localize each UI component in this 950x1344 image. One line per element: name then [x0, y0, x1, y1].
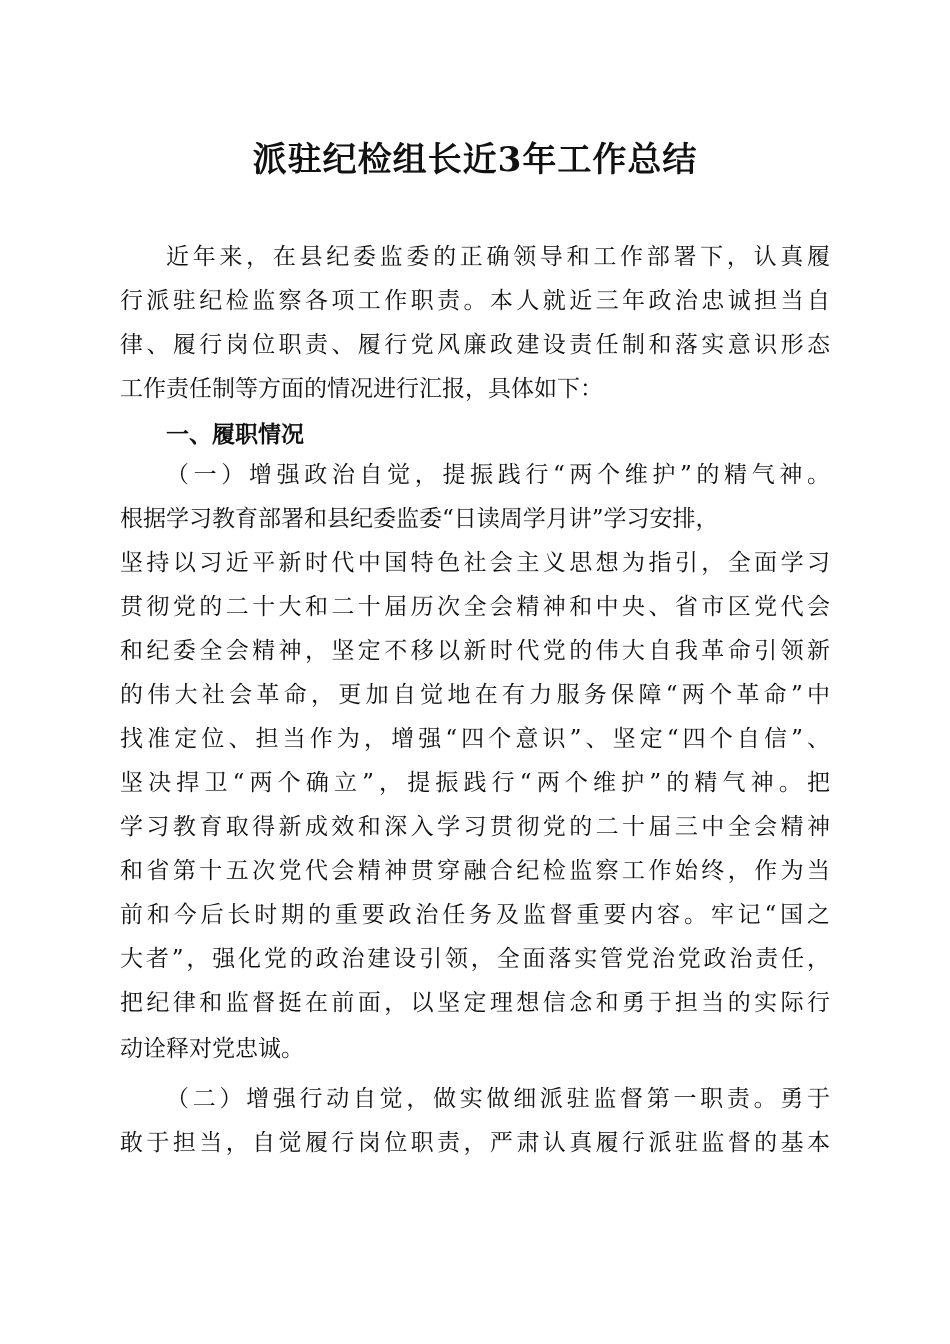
paragraph-line: 的伟大社会革命，更加自觉地在有力服务保障“两个革命”中: [120, 682, 830, 708]
paragraph-line: 根据学习教育部署和县纪委监委“日读周学月讲”学习安排，: [120, 506, 719, 532]
paragraph-line: 和纪委全会精神，坚定不移以新时代党的伟大自我革命引领新: [120, 638, 830, 664]
paragraph-line: 坚决捍卫“两个确立”，提振践行“两个维护”的精气神。把: [120, 770, 830, 796]
paragraph-line: 工作责任制等方面的情况进行汇报，具体如下：: [120, 376, 603, 402]
paragraph-line: （二）增强行动自觉，做实做细派驻监督第一职责。勇于: [166, 1086, 830, 1112]
paragraph-line: 前和今后长时期的重要政治任务及监督重要内容。牢记“国之: [120, 902, 830, 928]
paragraph-line: 和省第十五次党代会精神贯穿融合纪检监察工作始终，作为当: [120, 858, 830, 884]
paragraph-line: 敢于担当，自觉履行岗位职责，严肃认真履行派驻监督的基本: [120, 1130, 830, 1156]
paragraph-line: 近年来，在县纪委监委的正确领导和工作部署下，认真履: [166, 244, 830, 270]
paragraph-line: 把纪律和监督挺在前面，以坚定理想信念和勇于担当的实际行: [120, 990, 830, 1016]
section-heading: 一、履职情况: [166, 421, 304, 448]
paragraph-line: （一）增强政治自觉，提振践行“两个维护”的精气神。: [166, 462, 830, 488]
paragraph-line: 学习教育取得新成效和深入学习贯彻党的二十届三中全会精神: [120, 814, 830, 840]
paragraph-line: 大者”，强化党的政治建设引领，全面落实管党治党政治责任，: [120, 946, 830, 972]
paragraph-line: 贯彻党的二十大和二十届历次全会精神和中央、省市区党代会: [120, 594, 830, 620]
paragraph-line: 律、履行岗位职责、履行党风廉政建设责任制和落实意识形态: [120, 332, 830, 358]
paragraph-line: 动诠释对党忠诚。: [120, 1036, 304, 1062]
paragraph-line: 行派驻纪检监察各项工作职责。本人就近三年政治忠诚担当自: [120, 288, 830, 314]
paragraph-line: 找准定位、担当作为，增强“四个意识”、坚定“四个自信”、: [120, 726, 830, 752]
paragraph-line: 坚持以习近平新时代中国特色社会主义思想为指引，全面学习: [120, 550, 830, 576]
document-title: 派驻纪检组长近3年工作总结: [252, 140, 698, 180]
